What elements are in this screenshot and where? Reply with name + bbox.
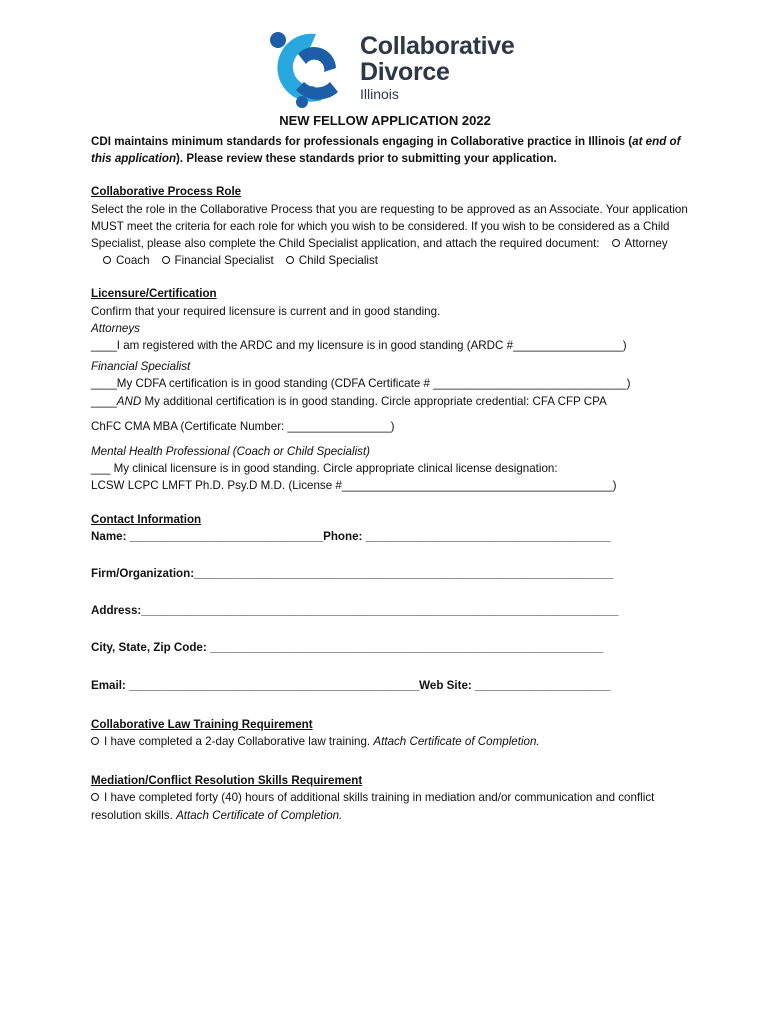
cdi-logo-mark-icon xyxy=(264,30,354,110)
process-role-heading: Collaborative Process Role xyxy=(91,185,242,199)
mediation-checkbox-line[interactable] xyxy=(91,789,691,823)
training-heading: Collaborative Law Training Requirement xyxy=(91,717,313,731)
mediation-text: I have completed forty (40) hours of additional skills training in mediation and/or communication and conflict resolution skills. xyxy=(91,791,655,822)
page-title: NEW FELLOW APPLICATION 2022 xyxy=(279,113,491,128)
attorneys-label: Attorneys xyxy=(91,321,140,335)
role-option-attorney[interactable] xyxy=(612,235,668,252)
logo-line2: Divorce xyxy=(360,58,450,86)
role-option-label: Coach xyxy=(116,254,150,268)
logo-wordmark xyxy=(360,34,514,101)
blank-prefix: ____ xyxy=(91,394,117,408)
role-option-label: Attorney xyxy=(624,237,668,251)
mediation-attach-note: Attach Certificate of Completion. xyxy=(176,808,343,822)
contact-heading: Contact Information xyxy=(91,512,202,526)
role-option-label: Financial Specialist xyxy=(174,254,274,268)
additional-certification-line[interactable] xyxy=(91,393,691,410)
clinical-license-designation-line[interactable]: LCSW LCPC LMFT Ph.D. Psy.D M.D. (License #__________________________________________) xyxy=(91,479,617,493)
mediation-heading: Mediation/Conflict Resolution Skills Requirement xyxy=(91,774,363,788)
clinical-licensure-line[interactable]: ___ My clinical licensure is in good standing. Circle appropriate clinical license designation: xyxy=(91,462,558,476)
and-italic: AND xyxy=(116,394,142,408)
role-option-label: Child Specialist xyxy=(298,254,379,268)
intro-italic: at end of this application xyxy=(91,135,681,166)
radio-circle-icon xyxy=(286,256,294,264)
mental-health-label: Mental Health Professional (Coach or Child Specialist) xyxy=(91,445,371,459)
process-role-description: Select the role in the Collaborative Process that you are requesting to be approved as an Associate. Your application MUST meet the criteria for each role for which you wish to be considered. If you wish to be considered as a Child Specialist, please also complete the Child Specialist application, and attach the required document: xyxy=(91,202,688,251)
form-body xyxy=(91,133,691,824)
training-text: I have completed a 2-day Collaborative law training. xyxy=(104,735,374,749)
training-checkbox-line[interactable] xyxy=(91,733,691,750)
radio-circle-icon[interactable] xyxy=(91,737,99,745)
licensure-intro: Confirm that your required licensure is current and in good standing. xyxy=(91,304,441,318)
intro-part1: CDI maintains minimum standards for professionals engaging in Collaborative practice in Illinois ( xyxy=(91,135,633,148)
logo-line1: Collaborative xyxy=(360,32,515,60)
role-option-financial-specialist[interactable] xyxy=(162,252,274,269)
role-option-child-specialist[interactable] xyxy=(286,252,378,269)
role-option-coach[interactable] xyxy=(103,252,150,269)
cdi-logo xyxy=(264,30,524,110)
credential-options: My additional certification is in good standing. Circle appropriate credential: CFA CFP CPA xyxy=(141,394,607,408)
name-phone-field[interactable]: Name: ______________________________Phone: ______________________________________ xyxy=(91,529,611,543)
training-attach-note: Attach Certificate of Completion. xyxy=(373,735,540,749)
firm-field[interactable]: Firm/Organization:_________________________________________________________________ xyxy=(91,567,614,581)
credential-certificate-line[interactable]: ChFC CMA MBA (Certificate Number: ________________) xyxy=(91,419,395,433)
city-state-zip-field[interactable]: City, State, Zip Code: _____________________________________________________________ xyxy=(91,641,604,655)
process-role-text xyxy=(91,201,691,270)
logo-line3: Illinois xyxy=(360,86,399,102)
radio-circle-icon xyxy=(612,239,620,247)
address-field[interactable]: Address:__________________________________________________________________________ xyxy=(91,604,619,618)
email-website-field[interactable]: Email: _____________________________________________Web Site: _____________________ xyxy=(91,678,611,692)
radio-circle-icon xyxy=(162,256,170,264)
intro-paragraph xyxy=(91,133,691,167)
intro-part2: ). Please review these standards prior to submitting your application. xyxy=(176,152,557,166)
radio-circle-icon xyxy=(103,256,111,264)
attorneys-ardc-line[interactable]: ____I am registered with the ARDC and my licensure is in good standing (ARDC #_________________) xyxy=(91,339,627,353)
licensure-heading: Licensure/Certification xyxy=(91,287,217,301)
financial-specialist-label: Financial Specialist xyxy=(91,360,191,374)
cdfa-certificate-line[interactable]: ____My CDFA certification is in good standing (CDFA Certificate # ______________________________) xyxy=(91,377,631,391)
radio-circle-icon[interactable] xyxy=(91,793,99,801)
